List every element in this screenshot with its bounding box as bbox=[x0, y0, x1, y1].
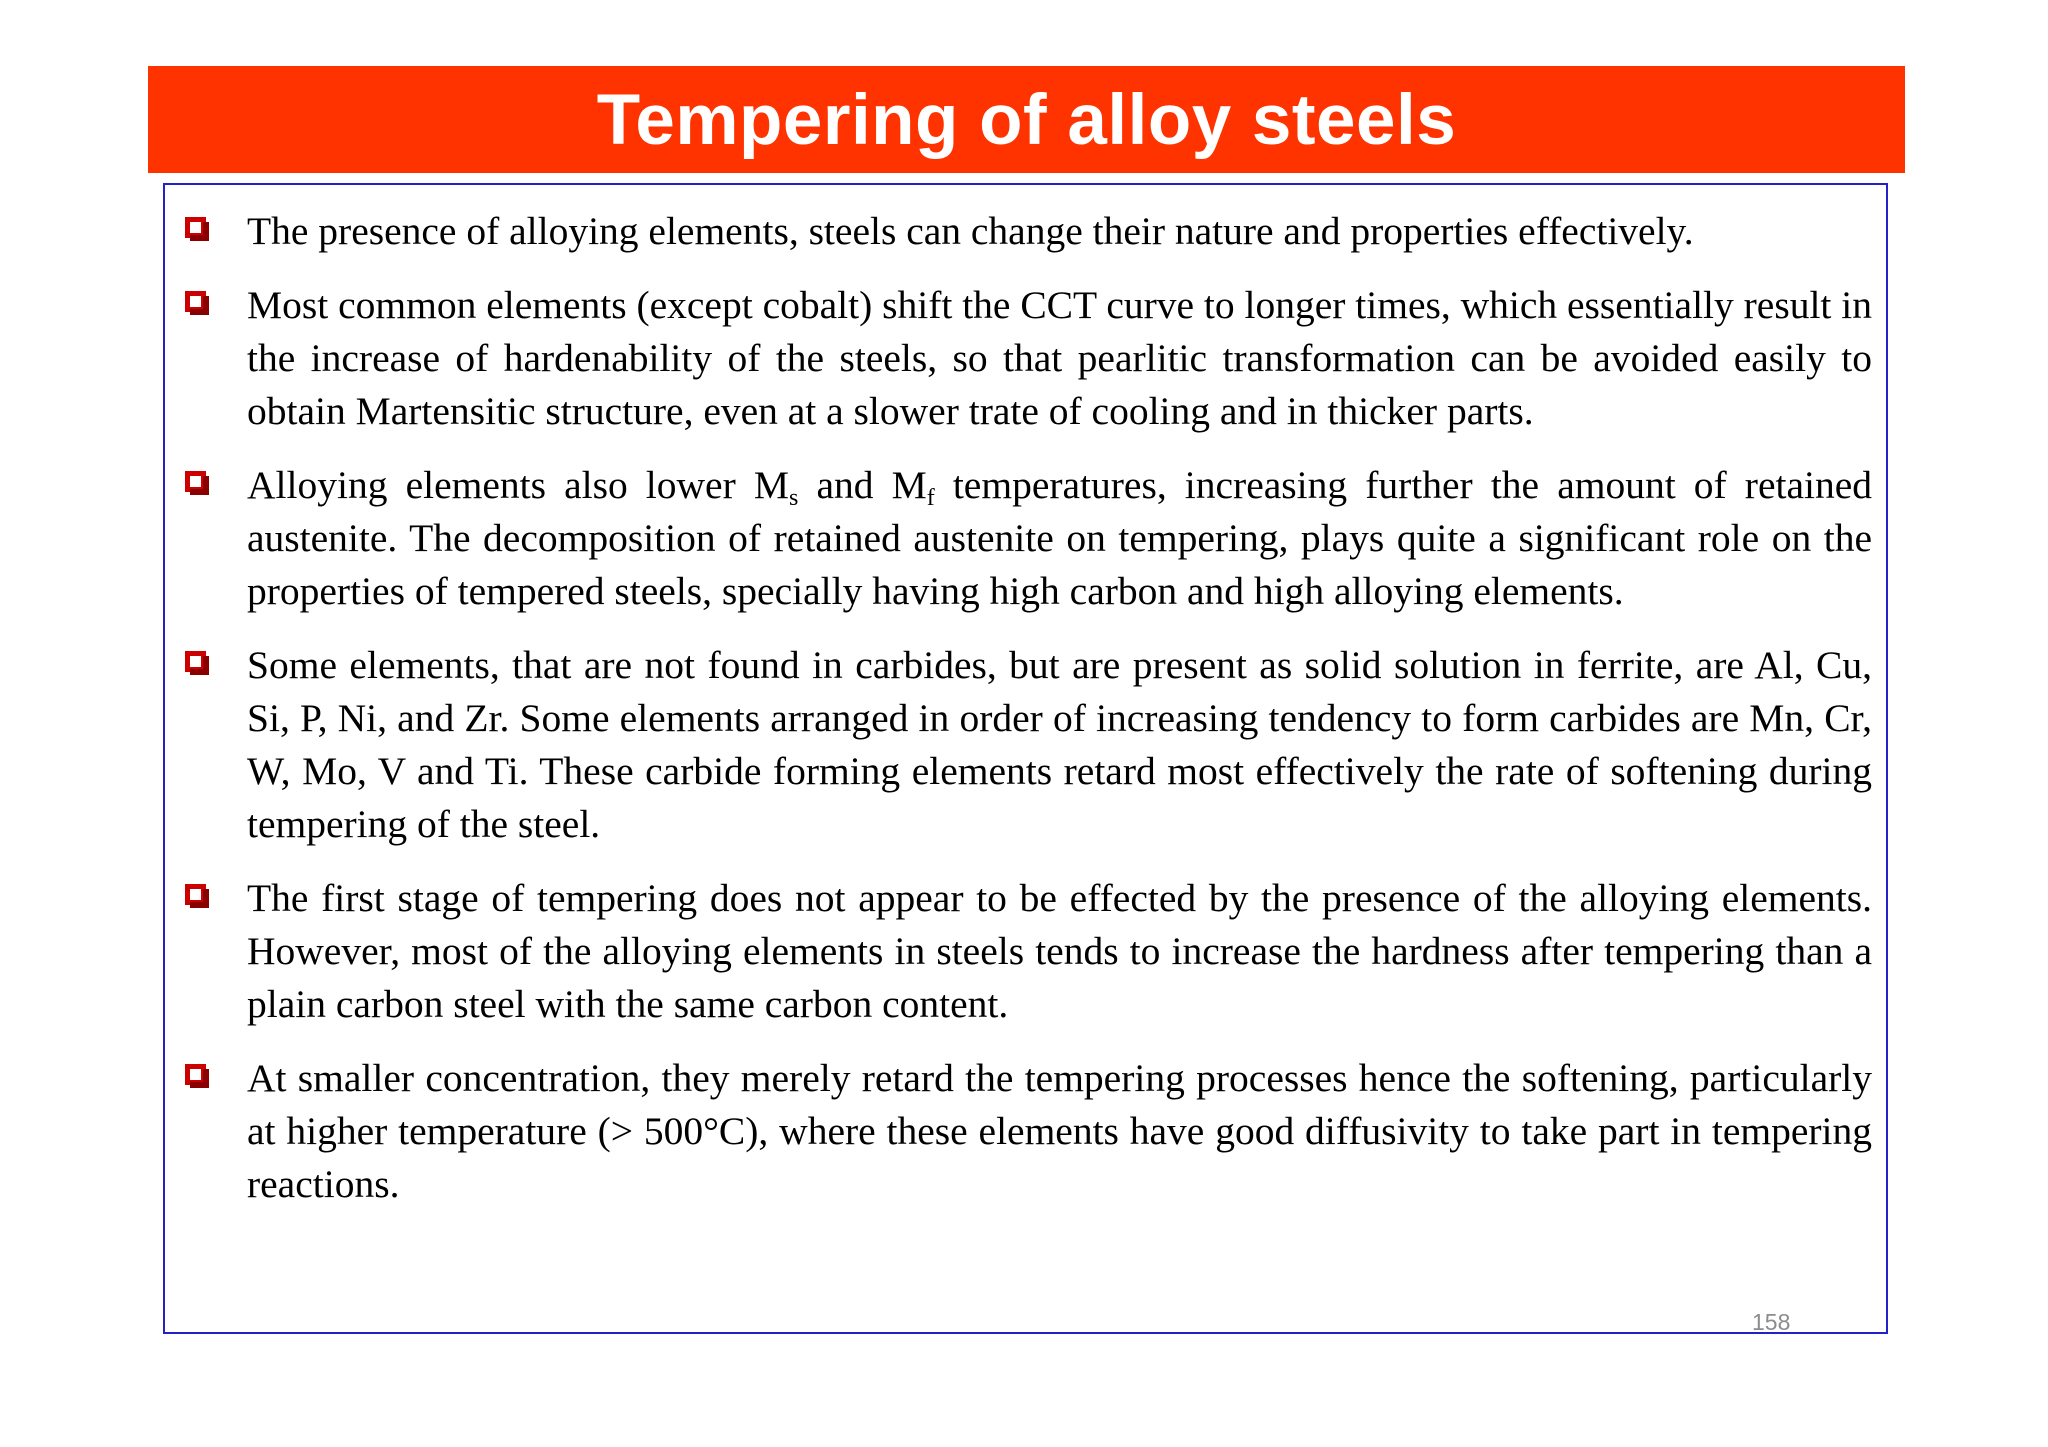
subscript-f: f bbox=[926, 485, 935, 511]
bullet-text-part: temperatures, increasing further the amount of retained austenite. The decomposition of retained austenite on tempering, plays quite a significant role on the properties of tempered steels, specially having high carbon and high alloying elements. bbox=[247, 463, 1873, 613]
bullet-list bbox=[182, 205, 1872, 1232]
title-bar bbox=[148, 66, 1905, 173]
subscript-s: s bbox=[788, 485, 799, 511]
bullet-text-part: and M bbox=[798, 463, 927, 507]
bullet-item bbox=[182, 279, 1872, 438]
bullet-text: Some elements, that are not found in carbides, but are present as solid solution in ferrite, are Al, Cu, Si, P, Ni, and Zr. Some elements arranged in order of increasing tendency to form carbides are Mn, Cr, W, Mo, V and Ti. These carbide forming elements retard most effectively the rate of softening during tempering of the steel. bbox=[247, 643, 1872, 846]
checkbox-bullet-icon bbox=[185, 651, 206, 672]
bullet-text: The first stage of tempering does not appear to be effected by the presence of the alloying elements. However, most of the alloying elements in steels tends to increase the hardness after tempering than a plain carbon steel with the same carbon content. bbox=[247, 876, 1872, 1026]
bullet-text: Most common elements (except cobalt) shift the CCT curve to longer times, which essentially result in the increase of hardenability of the steels, so that pearlitic transformation can be avoided easily to obtain Martensitic structure, even at a slower trate of cooling and in thicker parts. bbox=[247, 283, 1872, 433]
bullet-item bbox=[182, 1052, 1872, 1211]
bullet-item bbox=[182, 459, 1872, 618]
checkbox-bullet-icon bbox=[185, 217, 206, 238]
bullet-item bbox=[182, 639, 1872, 851]
checkbox-bullet-icon bbox=[185, 471, 206, 492]
bullet-text: At smaller concentration, they merely retard the tempering processes hence the softening, particularly at higher temperature (> 500°C), where these elements have good diffusivity to take part in tempering reactions. bbox=[247, 1056, 1872, 1206]
page-number: 158 bbox=[1752, 1309, 1791, 1335]
bullet-text-part: Alloying elements also lower M bbox=[247, 463, 789, 507]
bullet-item bbox=[182, 205, 1872, 258]
checkbox-bullet-icon bbox=[185, 884, 206, 905]
checkbox-bullet-icon bbox=[185, 291, 206, 312]
slide-title: Tempering of alloy steels bbox=[596, 81, 1457, 160]
checkbox-bullet-icon bbox=[185, 1064, 206, 1085]
bullet-text: The presence of alloying elements, steels can change their nature and properties effectively. bbox=[247, 209, 1694, 253]
bullet-item bbox=[182, 872, 1872, 1031]
